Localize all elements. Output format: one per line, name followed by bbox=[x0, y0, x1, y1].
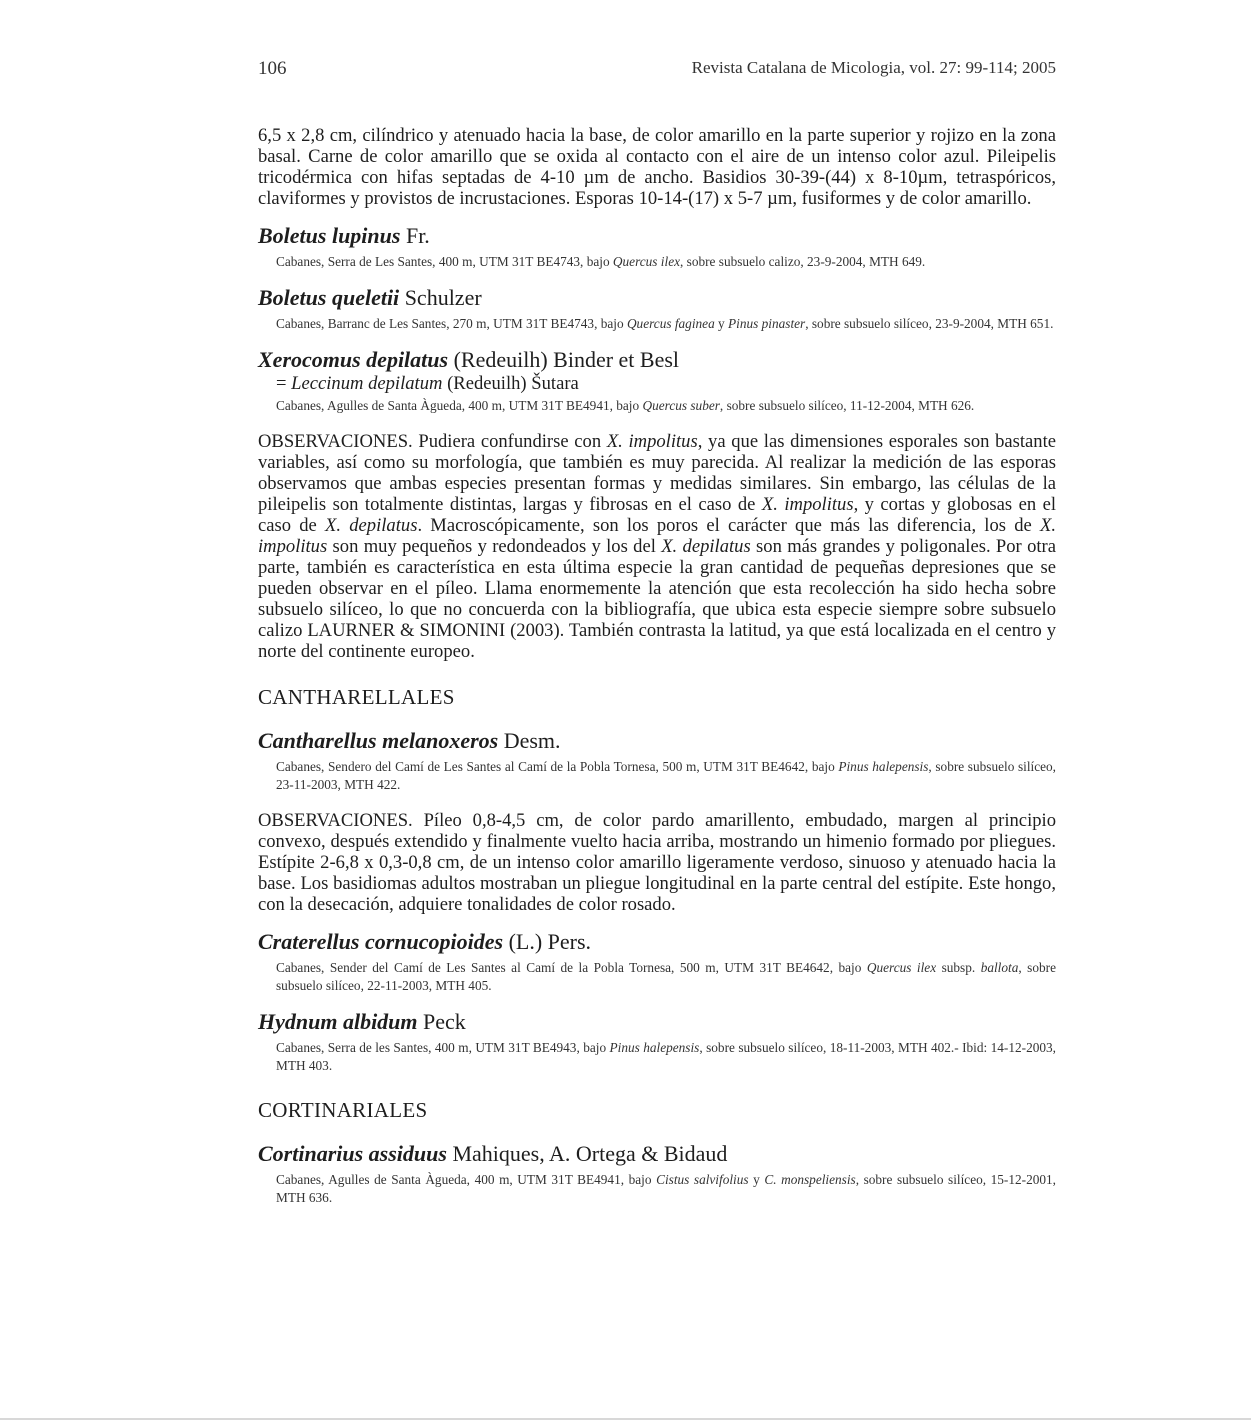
scan-edge bbox=[0, 1418, 1251, 1420]
species-name: Xerocomus depilatus bbox=[258, 347, 449, 372]
collection-record bbox=[276, 253, 1056, 271]
synonym bbox=[276, 373, 1056, 395]
species-name: Boletus queletii bbox=[258, 285, 400, 310]
record-text: , sobre subsuelo silíceo, 23-11-2003, MTH 422. bbox=[276, 759, 1057, 792]
host-plant: Cistus salvifolius bbox=[656, 1172, 749, 1187]
collection-record bbox=[276, 1171, 1056, 1207]
synonym-prefix: = bbox=[276, 373, 292, 394]
host-subspecies: ballota bbox=[980, 960, 1019, 975]
host-plant: C. monspeliensis bbox=[764, 1172, 856, 1187]
record-text: Cabanes, Barranc de Les Santes, 270 m, UTM 31T BE4743, bajo bbox=[276, 316, 627, 331]
journal-citation: Revista Catalana de Micologia, vol. 27: 99-114; 2005 bbox=[691, 58, 1056, 77]
obs-text: OBSERVACIONES. Píleo 0,8-4,5 cm, de color pardo amarillento, embudado, margen al principio convexo, después extendido y finalmente vuelto hacia arriba, mostrando un himenio formado por pliegues. Estípite 2-6,8 x 0,3-0,8 cm, de un intenso color amarillo ligeramente verdoso, sinuoso y atenuado hacia la base. Los basidiomas adultos mostraban un pliegue longitudinal en la parte central del estípite. Este hongo, con la desecación, adquiere tonalidades de color rosado. bbox=[258, 810, 1056, 915]
species-heading bbox=[258, 285, 1056, 311]
species-heading bbox=[258, 728, 1056, 754]
observations-paragraph bbox=[258, 810, 1056, 915]
species-author: Schulzer bbox=[399, 285, 482, 310]
host-plant: Quercus ilex bbox=[866, 960, 937, 975]
order-heading: CORTINARIALES bbox=[258, 1098, 428, 1122]
description-text: 6,5 x 2,8 cm, cilíndrico y atenuado hacia la base, de color amarillo en la parte superior y rojizo en la zona basal. Carne de color amarillo que se oxida al contacto con el aire de un intenso color azul. Pileipelis tricodérmica con hifas septadas de 4-10 µm de ancho. Basidios 30-39-(44) x 8-10µm, tetraspóricos, claviformes y provistos de incrustaciones. Esporas 10-14-(17) x 5-7 µm, fusiformes y de color amarillo. bbox=[258, 125, 1056, 209]
species-heading bbox=[258, 929, 1056, 955]
journal-page bbox=[258, 58, 1056, 1207]
record-text: y bbox=[748, 1172, 765, 1187]
host-plant: Pinus pinaster bbox=[728, 316, 806, 331]
collection-record bbox=[276, 758, 1056, 794]
record-text: , sobre subsuelo silíceo, 23-9-2004, MTH 651. bbox=[805, 316, 1054, 331]
species-author: Desm. bbox=[498, 728, 561, 753]
taxon-ref: X. impolitus bbox=[761, 494, 854, 515]
record-text: Cabanes, Sender del Camí de Les Santes al Camí de la Pobla Tornesa, 500 m, UTM 31T BE4642, bajo bbox=[276, 960, 867, 975]
species-heading bbox=[258, 223, 1056, 249]
species-name: Boletus lupinus bbox=[258, 223, 401, 248]
record-text: Cabanes, Serra de les Santes, 400 m, UTM 31T BE4943, bajo bbox=[276, 1040, 610, 1055]
obs-text: , y cortas y globosas en el caso de bbox=[258, 494, 1056, 536]
order-heading: CANTHARELLALES bbox=[258, 685, 455, 709]
record-text: , sobre subsuelo silíceo, 15-12-2001, MTH 636. bbox=[276, 1172, 1057, 1205]
record-text: Cabanes, Serra de Les Santes, 400 m, UTM 31T BE4743, bajo bbox=[276, 254, 613, 269]
collection-record bbox=[276, 315, 1056, 333]
collection-record bbox=[276, 1039, 1056, 1075]
record-text: , sobre subsuelo calizo, 23-9-2004, MTH 649. bbox=[680, 254, 926, 269]
obs-text: . Macroscópicamente, son los poros el carácter que más las diferencia, los de bbox=[417, 515, 1040, 536]
observations-paragraph bbox=[258, 431, 1056, 662]
species-author: Fr. bbox=[400, 223, 430, 248]
species-heading bbox=[258, 1141, 1056, 1167]
species-heading bbox=[258, 347, 1056, 373]
host-plant: Quercus suber bbox=[642, 398, 720, 413]
synonym-author: (Redeuilh) Šutara bbox=[442, 373, 579, 394]
species-heading bbox=[258, 1009, 1056, 1035]
record-text: Cabanes, Agulles de Santa Àgueda, 400 m, UTM 31T BE4941, bajo bbox=[276, 398, 643, 413]
record-text: , sobre subsuelo silíceo, 22-11-2003, MTH 405. bbox=[276, 960, 1056, 993]
record-text: , sobre subsuelo silíceo, 18-11-2003, MTH 402.- Ibid: 14-12-2003, MTH 403. bbox=[276, 1040, 1056, 1073]
host-plant: Quercus ilex bbox=[612, 254, 680, 269]
collection-record bbox=[276, 397, 1056, 415]
record-text: Cabanes, Agulles de Santa Àgueda, 400 m, UTM 31T BE4941, bajo bbox=[276, 1172, 657, 1187]
species-name: Hydnum albidum bbox=[258, 1009, 418, 1034]
obs-text: son muy pequeños y redondeados y los del bbox=[327, 536, 662, 557]
description-continuation bbox=[258, 125, 1056, 209]
species-author: Peck bbox=[417, 1009, 466, 1034]
species-name: Cortinarius assiduus bbox=[258, 1141, 447, 1166]
record-text: , sobre subsuelo silíceo, 11-12-2004, MTH 626. bbox=[719, 398, 975, 413]
record-text: subsp. bbox=[936, 960, 981, 975]
synonym-name: Leccinum depilatum bbox=[291, 373, 443, 394]
obs-text: OBSERVACIONES. Pudiera confundirse con bbox=[258, 431, 607, 452]
collection-record bbox=[276, 959, 1056, 995]
species-name: Cantharellus melanoxeros bbox=[258, 728, 499, 753]
host-plant: Quercus faginea bbox=[626, 316, 715, 331]
record-text: Cabanes, Sendero del Camí de Les Santes al Camí de la Pobla Tornesa, 500 m, UTM 31T BE4642, bajo bbox=[276, 759, 839, 774]
running-header bbox=[258, 58, 1056, 90]
host-plant: Pinus halepensis bbox=[838, 759, 929, 774]
species-author: (L.) Pers. bbox=[503, 929, 592, 954]
page-number: 106 bbox=[258, 58, 287, 79]
species-author: Mahiques, A. Ortega & Bidaud bbox=[446, 1141, 728, 1166]
obs-text: , ya que las dimensiones esporales son bastante variables, así como su morfología, que también es muy parecida. Al realizar la medición de las esporas observamos que ambas especies presentan formas y medidas similares. Sin embargo, las células de la pileipelis son totalmente distintas, largas y fibrosas en el caso de bbox=[258, 431, 1057, 515]
host-plant: Pinus halepensis bbox=[609, 1040, 700, 1055]
taxon-ref: X. impolitus bbox=[606, 431, 698, 452]
record-text: y bbox=[714, 316, 729, 331]
taxon-ref: X. depilatus bbox=[325, 515, 418, 536]
obs-text: son más grandes y poligonales. Por otra parte, también es característica en esta última especie la gran cantidad de pequeñas depresiones que se pueden observar en el píleo. Llama enormemente la atención que esta recolección ha sido hecha sobre subsuelo silíceo, lo que no concuerda con la bibliografía, que ubica esta especie siempre sobre subsuelo calizo LAURNER & SIMONINI (2003). También contrasta la latitud, ya que está localizada en el centro y norte del continente europeo. bbox=[258, 536, 1056, 662]
species-name: Craterellus cornucopioides bbox=[258, 929, 504, 954]
taxon-ref: X. depilatus bbox=[661, 536, 751, 557]
taxon-ref: X. impolitus bbox=[258, 515, 1056, 557]
species-author: (Redeuilh) Binder et Besl bbox=[448, 347, 680, 372]
